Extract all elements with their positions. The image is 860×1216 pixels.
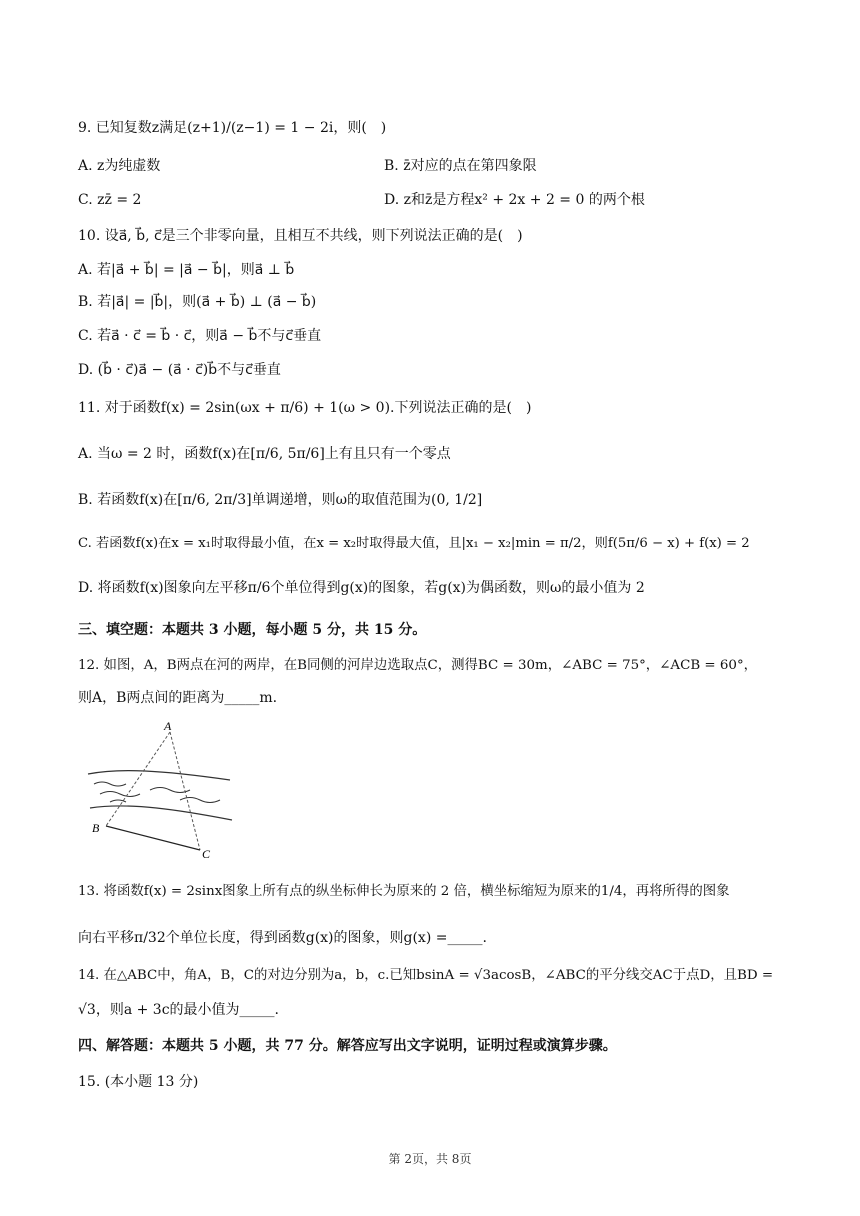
wave-mark [94, 782, 126, 786]
q14-line-2: √3，则a + 3c的最小值为_____. [78, 1002, 280, 1018]
q12-line-2: 则A，B两点间的距离为_____m. [78, 690, 278, 706]
page-footer: 第 2页，共 8页 [388, 1152, 472, 1166]
q15-heading: 15. (本小题 13 分) [78, 1074, 199, 1090]
q13-line-2: 向右平移π/32个单位长度，得到函数g(x)的图象，则g(x) =_____. [78, 930, 487, 946]
wave-mark [180, 798, 220, 803]
q10-option-a: A. 若|a⃗ + b⃗| = |a⃗ − b⃗|，则a⃗ ⊥ b⃗ [78, 262, 295, 278]
q9-stem: 9. 已知复数z满足(z+1)/(z−1) = 1 − 2i，则( ) [78, 120, 387, 136]
river-bank-top [88, 771, 230, 780]
segment-ab [106, 732, 170, 826]
section-4-heading: 四、解答题：本题共 5 小题，共 77 分。解答应写出文字说明，证明过程或演算步骤。 [78, 1038, 617, 1054]
q11-option-c: C. 若函数f(x)在x = x₁时取得最小值，在x = x₂时取得最大值，且|x₁ − x₂|min = π/2，则f(5π/6 − x) + f(x) = 2 [78, 536, 750, 551]
q9-option-c: C. zz̄ = 2 [78, 192, 142, 208]
q11-stem: 11. 对于函数f(x) = 2sin(ωx + π/6) + 1(ω > 0).下列说法正确的是( ) [78, 400, 532, 416]
q11-option-a: A. 当ω = 2 时，函数f(x)在[π/6, 5π/6]上有且只有一个零点 [78, 446, 451, 462]
segment-ac [170, 732, 200, 850]
q10-option-d: D. (b⃗ · c⃗)a⃗ − (a⃗ · c⃗)b⃗不与c⃗垂直 [78, 362, 281, 378]
q10-stem: 10. 设a⃗, b⃗, c⃗是三个非零向量，且相互不共线，则下列说法正确的是( ) [78, 228, 523, 244]
q9-option-b: B. z̄对应的点在第四象限 [384, 158, 537, 174]
q12-line-1: 12. 如图，A，B两点在河的两岸，在B同侧的河岸边选取点C，测得BC = 30m，∠ABC = 75°，∠ACB = 60°， [78, 658, 758, 673]
section-3-heading: 三、填空题：本题共 3 小题，每小题 5 分，共 15 分。 [78, 622, 427, 638]
q14-line-1: 14. 在△ABC中，角A，B，C的对边分别为a，b，c.已知bsinA = √3acosB，∠ABC的平分线交AC于点D，且BD = [78, 968, 774, 983]
point-b-label: B [92, 821, 100, 835]
q9-option-a: A. z为纯虚数 [78, 158, 161, 174]
point-a-label: A [164, 719, 172, 733]
point-c-label: C [202, 847, 211, 861]
q11-option-d: D. 将函数f(x)图象向左平移π/6个单位得到g(x)的图象，若g(x)为偶函数，则ω的最小值为 2 [78, 580, 645, 596]
river-triangle-figure [80, 718, 240, 864]
q10-option-c: C. 若a⃗ · c⃗ = b⃗ · c⃗，则a⃗ − b⃗不与c⃗垂直 [78, 328, 322, 344]
q10-option-b: B. 若|a⃗| = |b⃗|，则(a⃗ + b⃗) ⊥ (a⃗ − b⃗) [78, 294, 317, 310]
river-bank-bottom [90, 806, 232, 820]
wave-mark [100, 792, 140, 797]
q9-option-d: D. z和z̄是方程x² + 2x + 2 = 0 的两个根 [384, 192, 645, 208]
q11-option-b: B. 若函数f(x)在[π/6, 2π/3]单调递增，则ω的取值范围为(0, 1/2] [78, 492, 483, 508]
q13-line-1: 13. 将函数f(x) = 2sinx图象上所有点的纵坐标伸长为原来的 2 倍，横坐标缩短为原来的1/4，再将所得的图象 [78, 884, 730, 899]
segment-bc [106, 826, 200, 850]
